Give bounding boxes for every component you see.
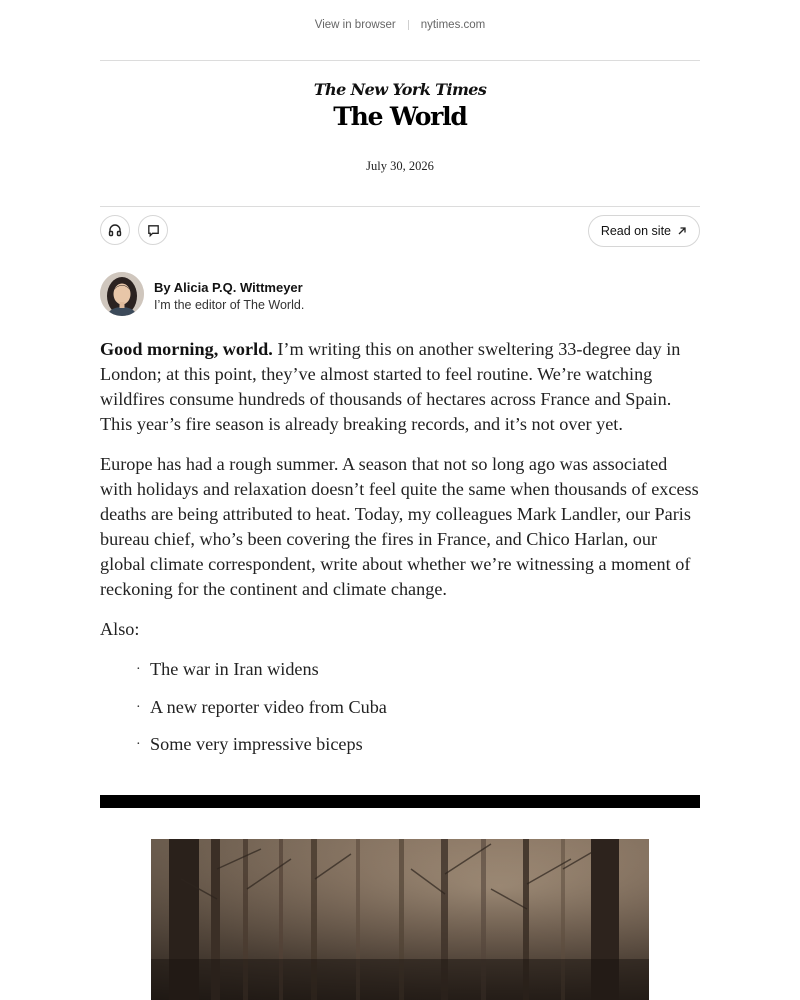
list-item[interactable] [136,695,700,720]
byline [100,272,700,318]
wildfire-forest-photo[interactable] [151,839,649,1000]
headphones-icon [107,222,123,238]
list-item[interactable] [136,657,700,682]
bullet-marker: · [136,662,141,677]
listen-button[interactable] [100,215,130,245]
greeting: Good morning, world. [100,339,273,359]
list-item-label: The war in Iran widens [150,659,319,679]
read-on-site-label: Read on site [600,224,671,238]
comment-button[interactable] [138,215,168,245]
list-item[interactable] [136,732,700,757]
arrow-up-right-icon [677,226,687,236]
publisher-logo[interactable]: The New York Times [313,80,487,99]
comment-icon [146,223,161,238]
bullet-marker: · [136,737,141,752]
read-on-site-button[interactable] [588,215,700,247]
masthead-rule [100,206,700,207]
section-divider-bar [100,795,700,808]
divider [408,20,409,30]
header-rule [100,60,700,61]
preheader [0,16,800,34]
issue-date: July 30, 2026 [366,159,434,173]
view-in-browser-link[interactable]: View in browser [314,19,396,31]
newsletter-title: The World [333,102,467,131]
bullet-marker: · [136,699,141,715]
article-body [100,337,700,770]
author-description: I’m the editor of The World. [154,298,305,312]
author-name[interactable]: By Alicia P.Q. Wittmeyer [154,280,303,295]
masthead [0,80,800,131]
story-list [100,657,700,757]
nytimes-link[interactable]: nytimes.com [420,19,486,31]
list-item-label: Some very impressive biceps [150,734,363,754]
lead-text: I’m writing this on another sweltering 33-degree day in London; at this point, they’ve almost started to feel routine. We’re watching wildfires consume hundreds of thousands of hectares across France and Spain. This year’s fire season is already breaking records, and it’s not over yet. [100,339,681,434]
lead-paragraph [100,337,700,437]
list-item-label: A new reporter video from Cuba [150,696,387,717]
also-label: Also: [100,619,140,639]
author-avatar [100,272,144,316]
paragraph-2: Europe has had a rough summer. A season that not so long ago was associated with holidays and relaxation doesn’t feel quite the same when thousands of excess deaths are being attributed to heat. Today, my colleagues Mark Landler, our Paris bureau chief, who’s been covering the fires in France, and Chico Harlan, our global climate correspondent, write about whether we’re witnessing a moment of reckoning for the continent and climate change. [100,454,699,599]
